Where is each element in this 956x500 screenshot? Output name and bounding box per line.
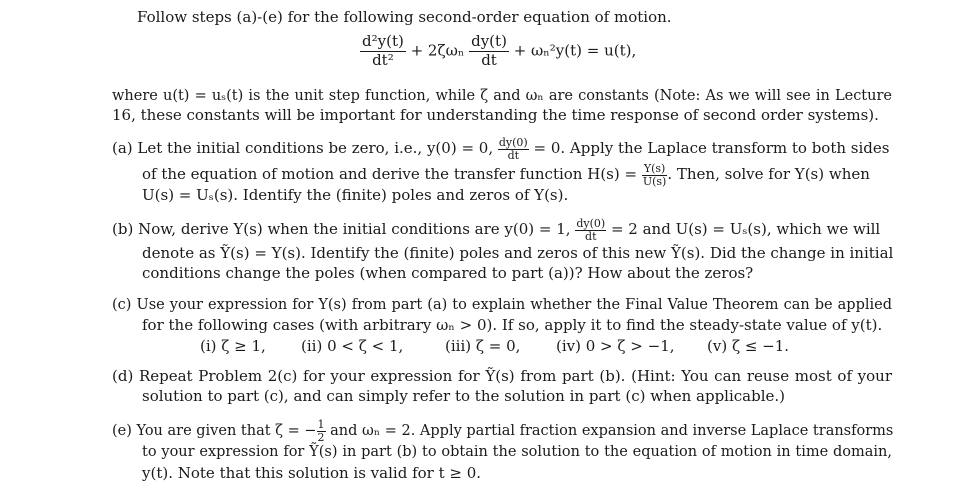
part-a-l1-before: (a) Let the initial conditions be zero, i.e., y(0) = 0, [112,139,494,158]
part-a-l2-after: . Then, solve for Y(s) when [667,165,870,184]
frac2-denominator: dt [481,50,497,69]
frac2-numerator: dy(t) [471,32,507,50]
part-a-dy0-den: dt [507,148,520,162]
case-iv: (iv) 0 > ζ > −1, [556,337,675,355]
part-a-line-1 [112,137,892,161]
case-v: (v) ζ ≤ −1. [707,337,790,355]
case-iii: (iii) ζ = 0, [445,337,521,355]
part-b-l1-before: (b) Now, derive Y(s) when the initial conditions are y(0) = 1, [112,220,571,239]
part-b-dy0-den: dt [585,229,597,243]
case-i: (i) ζ ≥ 1, [200,337,266,355]
frac1-numerator: d²y(t) [362,32,404,50]
part-c-line-1: (c) Use your expression for Y(s) from part (a) to explain whether the Final Value Theorem can be applied [112,297,892,313]
second-derivative-fraction [360,34,406,69]
part-b-line-3: conditions change the poles (when compared to part (a))? How about the zeros? [142,264,754,282]
part-d-line-2: solution to part (c), and can simply refer to the solution in part (c) when applicable.) [142,387,786,405]
where-line-2: 16, these constants will be important for understanding the time response of second order systems). [112,106,879,124]
part-d-line-1: (d) Repeat Problem 2(c) for your expression for Ỹ(s) from part (b). (Hint: You can reuse most of your [112,367,892,385]
part-e-l1-after: and ωₙ = 2. Apply partial fraction expansion and inverse Laplace transforms [325,423,894,440]
where-line-1: where u(t) = uₛ(t) is the unit step function, while ζ and ωₙ are constants (Note: As we will see in Lecture [112,88,892,104]
part-a-l2-before: of the equation of motion and derive the transfer function H(s) = [142,165,638,184]
part-c-line-2: for the following cases (with arbitrary ωₙ > 0). If so, apply it to find the steady-state value of y(t). [142,316,883,334]
one-half-num: 1 [317,418,325,431]
one-half-den: 2 [317,430,325,444]
one-half-fraction [317,419,326,443]
transfer-function-num: Y(s) [643,162,666,175]
part-e-line-1 [112,419,892,443]
part-b-line-1 [112,218,892,242]
part-b-dy0-num: dy(0) [576,217,606,230]
equation-rest: + ωₙ²y(t) = u(t), [508,41,637,60]
first-derivative-fraction [469,34,509,69]
part-e-l1-before: (e) You are given that ζ = − [112,423,317,440]
equation-damping-term: + 2ζωₙ [405,41,470,60]
part-a-dy0-num: dy(0) [498,136,528,149]
transfer-function-den: U(s) [642,174,667,188]
part-b-dy0-fraction [575,218,606,242]
part-a-line-2 [142,163,892,187]
case-ii: (ii) 0 < ζ < 1, [301,337,404,355]
frac1-denominator: dt² [372,50,394,69]
part-e-line-2: to your expression for Ỹ(s) in part (b) to obtain the solution to the equation of motion in time domain, [142,444,892,460]
part-a-l1-after: = 0. Apply the Laplace transform to both sides [533,139,890,158]
part-c-cases [0,337,956,357]
intro-text: Follow steps (a)-(e) for the following second-order equation of motion. [137,8,672,26]
part-b-l1-after: = 2 and U(s) = Uₛ(s), which we will [610,220,881,239]
part-b-line-2: denote as Ỹ(s) = Y(s). Identify the (finite) poles and zeros of this new Ỹ(s). Did the change in initial [142,244,894,262]
part-a-dy0-fraction [498,137,529,161]
part-e-line-3: y(t). Note that this solution is valid for t ≥ 0. [142,464,482,482]
transfer-function-fraction [642,163,668,187]
equation-of-motion [360,34,636,69]
part-a-line-3: U(s) = Uₛ(s). Identify the (finite) poles and zeros of Y(s). [142,186,569,204]
